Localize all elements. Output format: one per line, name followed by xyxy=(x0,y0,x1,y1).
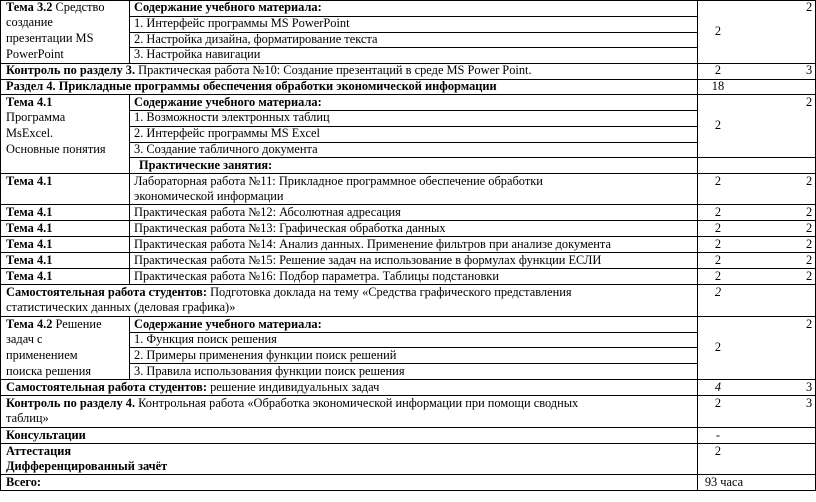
control-3-row: Контроль по разделу 3. Практическая работа №10: Создание презентаций в среде MS Power Point. xyxy=(6,63,532,77)
lab-text: экономической информации xyxy=(134,189,284,203)
topic-line: поиска решения xyxy=(6,364,92,378)
content-item: 1. Интерфейс программы MS PowerPoint xyxy=(134,16,350,30)
topic-line: MsExcel. xyxy=(6,126,54,140)
grid-line xyxy=(129,316,130,380)
hours-cell: - xyxy=(715,428,721,442)
content-heading: Содержание учебного материала: xyxy=(134,317,322,331)
practical-heading: Практические занятия: xyxy=(139,158,273,172)
level-cell: 3 xyxy=(806,63,813,77)
level-cell: 3 xyxy=(806,396,813,410)
lab-text: Практическая работа №12: Абсолютная адресация xyxy=(134,205,401,219)
grid-line xyxy=(0,0,1,491)
control-text: таблиц» xyxy=(6,411,49,425)
content-heading: Содержание учебного материала: xyxy=(134,95,322,109)
hours-cell: 4 xyxy=(714,380,722,394)
lab-topic: Тема 4.1 xyxy=(6,205,53,219)
topic-line: создание xyxy=(6,15,53,29)
level-cell: 2 xyxy=(806,0,813,14)
content-item: 2. Примеры применения функции поиск решений xyxy=(134,348,397,362)
content-item: 1. Возможности электронных таблиц xyxy=(134,110,330,124)
grid-line xyxy=(0,443,816,444)
lab-topic: Тема 4.1 xyxy=(6,253,53,267)
hours-cell: 2 xyxy=(714,340,722,354)
hours-cell: 18 xyxy=(711,79,725,93)
hours-cell: 2 xyxy=(714,444,722,458)
level-cell: 2 xyxy=(806,221,813,235)
lab-text: Практическая работа №14: Анализ данных. Применение фильтров при анализе документа xyxy=(134,237,611,251)
level-cell: 3 xyxy=(806,380,813,394)
topic-line: презентации MS xyxy=(6,31,94,45)
content-item: 2. Настройка дизайна, форматирование текста xyxy=(134,32,378,46)
hours-cell: 2 xyxy=(714,285,722,299)
content-item: 1. Функция поиск решения xyxy=(134,332,277,346)
topic-line: задач с xyxy=(6,332,43,346)
lab-text: Лабораторная работа №11: Прикладное программное обеспечение обработки xyxy=(134,174,543,188)
attest-label: Аттестация xyxy=(6,444,72,458)
hours-cell: 2 xyxy=(714,63,722,77)
topic-cell-4-2: Тема 4.2 Решение xyxy=(6,317,102,331)
section-4-title: Раздел 4. Прикладные программы обеспечения обработки экономической информации xyxy=(6,79,497,93)
hours-cell: 2 xyxy=(714,237,722,251)
self-work-text: статистических данных (деловая графика)» xyxy=(6,300,236,314)
level-cell: 2 xyxy=(806,237,813,251)
attest-label: Дифференцированный зачёт xyxy=(6,459,168,473)
topic-line: применением xyxy=(6,348,78,362)
grid-line xyxy=(0,427,816,428)
hours-cell: 2 xyxy=(714,253,722,267)
grid-line xyxy=(0,0,816,1)
lab-text: Практическая работа №16: Подбор параметра. Таблицы подстановки xyxy=(134,269,499,283)
total-label: Всего: xyxy=(6,475,42,489)
topic-cell-4-1: Тема 4.1 xyxy=(6,95,53,109)
grid-line xyxy=(0,204,816,205)
topic-line: Программа xyxy=(6,110,66,124)
hours-cell: 2 xyxy=(714,118,722,132)
control-4-row: Контроль по разделу 4. Контрольная работа «Обработка экономической информации при помощи сводных xyxy=(6,396,579,410)
content-item: 3. Создание табличного документа xyxy=(134,142,318,156)
total-hours: 93 часа xyxy=(704,475,744,489)
lab-topic: Тема 4.1 xyxy=(6,269,53,283)
lab-topic: Тема 4.1 xyxy=(6,237,53,251)
level-cell: 2 xyxy=(806,205,813,219)
hours-cell: 2 xyxy=(714,396,722,410)
hours-cell: 2 xyxy=(714,269,722,283)
level-cell: 2 xyxy=(806,317,813,331)
lab-topic: Тема 4.1 xyxy=(6,221,53,235)
hours-cell: 2 xyxy=(714,24,722,38)
lab-topic: Тема 4.1 xyxy=(6,174,53,188)
topic-cell-3-2: Тема 3.2 Средство xyxy=(6,0,105,14)
consult-label: Консультации xyxy=(6,428,86,442)
level-cell: 2 xyxy=(806,174,813,188)
lab-text: Практическая работа №13: Графическая обработка данных xyxy=(134,221,446,235)
content-heading: Содержание учебного материала: xyxy=(134,0,322,14)
grid-line xyxy=(0,316,816,317)
grid-line xyxy=(129,0,130,64)
hours-cell: 2 xyxy=(714,174,722,188)
self-work-row: Самостоятельная работа студентов: Подготовка доклада на тему «Средства графического представления xyxy=(6,285,572,299)
topic-line: Основные понятия xyxy=(6,142,106,156)
level-cell: 2 xyxy=(806,253,813,267)
level-cell: 2 xyxy=(806,269,813,283)
level-cell: 2 xyxy=(806,95,813,109)
content-item: 3. Настройка навигации xyxy=(134,47,261,61)
grid-line xyxy=(129,94,130,285)
hours-cell: 2 xyxy=(714,205,722,219)
lab-text: Практическая работа №15: Решение задач на использование в формулах функции ЕСЛИ xyxy=(134,253,602,267)
topic-line: PowerPoint xyxy=(6,47,64,61)
self-work-row: Самостоятельная работа студентов: решение индивидуальных задач xyxy=(6,380,380,394)
content-item: 2. Интерфейс программы MS Excel xyxy=(134,126,320,140)
hours-cell: 2 xyxy=(714,221,722,235)
content-item: 3. Правила использования функции поиск решения xyxy=(134,364,405,378)
grid-line xyxy=(0,490,816,491)
